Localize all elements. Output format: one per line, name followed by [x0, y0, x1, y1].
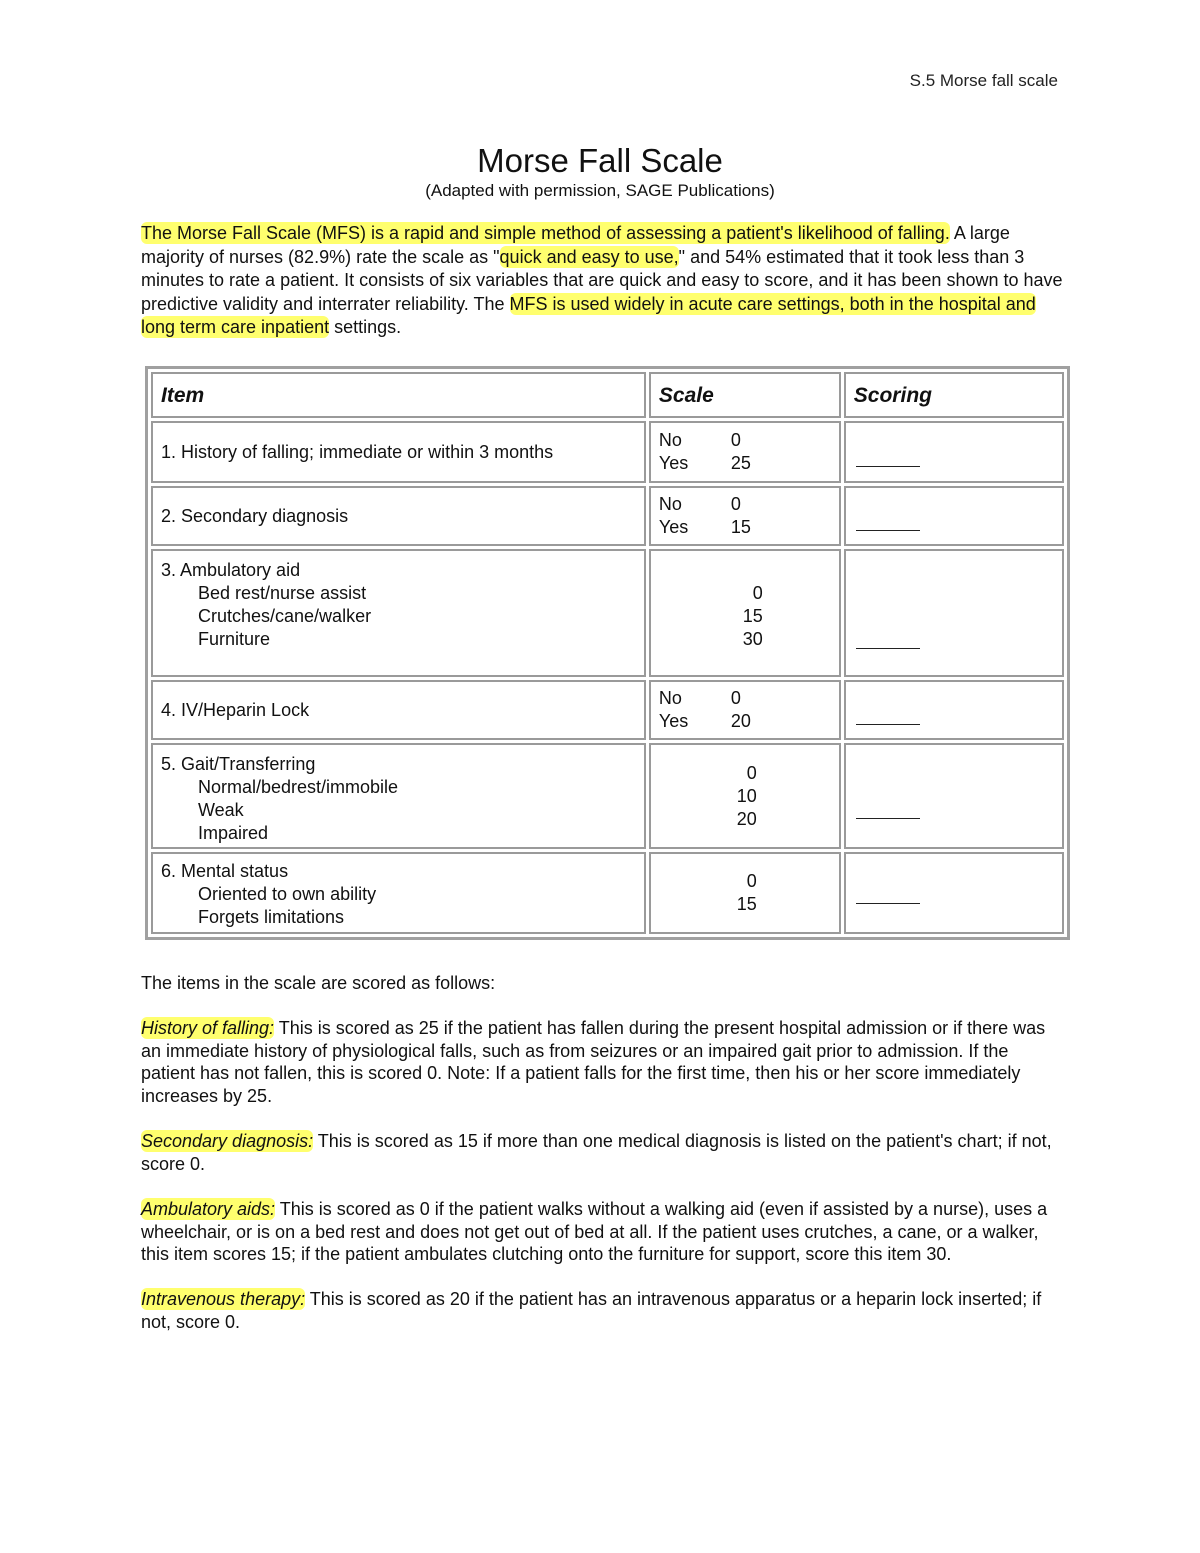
- scale-cell: [649, 486, 841, 546]
- secondary-term: Secondary diagnosis:: [141, 1131, 314, 1152]
- page-subtitle: (Adapted with permission, SAGE Publications): [425, 181, 775, 200]
- scale-label-no: No: [658, 430, 682, 450]
- score-blank: [856, 903, 920, 904]
- morse-scale-table: [145, 366, 1070, 940]
- header-item: Item: [151, 372, 646, 418]
- item-option: Forgets limitations: [198, 907, 345, 927]
- item-option: Crutches/cane/walker: [198, 606, 372, 626]
- item-cell: [151, 852, 646, 934]
- scale-value: 0: [746, 762, 757, 783]
- scale-cell: [649, 549, 841, 677]
- scale-label-yes: Yes: [658, 453, 689, 473]
- history-term: History of falling:: [141, 1018, 275, 1039]
- scale-value-no: 0: [730, 688, 741, 708]
- table-row: [151, 486, 1064, 546]
- scale-value: 15: [736, 894, 757, 914]
- intro-text-1: A large majority of nurses (82.9%) rate the scale as ": [141, 223, 1010, 267]
- history-text: This is scored as 25 if the patient has fallen during the present hospital admission or if there was an immediate history of physiological falls, such as from seizures or an impaired gait prior to admission. If the patient has not fallen, this is scored 0. Note: If a patient falls for the first time, then his or her score immediately increases by 25.: [141, 1018, 1046, 1106]
- scale-value-yes: 20: [730, 711, 751, 731]
- scoring-cell: [844, 549, 1064, 677]
- scale-value: 0: [746, 871, 757, 891]
- iv-text: This is scored as 20 if the patient has an intravenous apparatus or a heparin lock inserted; if not, score 0.: [141, 1289, 1042, 1332]
- item-option: Normal/bedrest/immobile: [198, 777, 399, 797]
- item-option: Furniture: [198, 629, 271, 649]
- score-blank: [856, 818, 920, 819]
- scale-cell: [649, 743, 841, 849]
- history-paragraph: [141, 1017, 1061, 1107]
- header-scale: Scale: [649, 372, 841, 418]
- table-row: [151, 680, 1064, 740]
- scoring-cell: [844, 680, 1064, 740]
- ambulatory-text: This is scored as 0 if the patient walks without a walking aid (even if assisted by a nurse), uses a wheelchair, or is on a bed rest and does not get out of bed at all. If the patient uses crutches, a cane, or a walker, this item scores 15; if the patient ambulates clutching onto the furniture for support, score this item 30.: [141, 1198, 1048, 1265]
- scale-label-no: No: [658, 688, 682, 708]
- item-cell: [151, 743, 646, 849]
- scale-value: 0: [752, 583, 763, 603]
- scale-value-no: 0: [730, 494, 741, 514]
- scoring-lead: The items in the scale are scored as follows:: [141, 973, 496, 993]
- scale-cell: [649, 680, 841, 740]
- scoring-cell: [844, 743, 1064, 849]
- item-cell: 2. Secondary diagnosis: [151, 486, 646, 546]
- intro-text-3: settings.: [329, 317, 402, 337]
- item-option: Bed rest/nurse assist: [198, 583, 367, 603]
- scale-value-yes: 25: [730, 453, 751, 473]
- iv-term: Intravenous therapy:: [141, 1289, 306, 1310]
- score-blank: [856, 648, 920, 649]
- secondary-paragraph: [141, 1130, 1061, 1175]
- scale-label-no: No: [658, 494, 682, 514]
- item-title: 3. Ambulatory aid: [161, 560, 301, 580]
- item-option: Impaired: [198, 823, 269, 843]
- item-option: Weak: [198, 800, 244, 820]
- scoring-explanation: [141, 972, 1061, 1356]
- item-title: 5. Gait/Transferring: [161, 754, 316, 774]
- running-header: S.5 Morse fall scale: [909, 71, 1058, 90]
- scale-value: 20: [736, 808, 757, 829]
- secondary-text: This is scored as 15 if more than one medical diagnosis is listed on the patient's chart; if not, score 0.: [141, 1131, 1052, 1174]
- score-blank: [856, 466, 920, 467]
- scale-cell: [649, 852, 841, 934]
- table-row: [151, 549, 1064, 677]
- intro-highlight-1: The Morse Fall Scale (MFS) is a rapid and simple method of assessing a patient's likelihood of falling.: [141, 223, 950, 243]
- ambulatory-term: Ambulatory aids:: [141, 1198, 276, 1219]
- item-cell: 1. History of falling; immediate or within 3 months: [151, 421, 646, 483]
- scale-value: 30: [742, 629, 763, 649]
- intro-paragraph: [141, 222, 1071, 340]
- header-scoring: Scoring: [844, 372, 1064, 418]
- score-blank: [856, 724, 920, 725]
- intro-highlight-2: quick and easy to use,: [499, 246, 679, 267]
- table-row: [151, 743, 1064, 849]
- scoring-cell: [844, 421, 1064, 483]
- scale-value-yes: 15: [730, 517, 751, 537]
- item-option: Oriented to own ability: [198, 884, 377, 904]
- item-cell: [151, 549, 646, 677]
- scale-cell: [649, 421, 841, 483]
- scale-label-yes: Yes: [658, 517, 689, 537]
- page-title: Morse Fall Scale: [477, 142, 723, 179]
- scale-value: 10: [736, 785, 757, 806]
- table-row: [151, 421, 1064, 483]
- table-row: [151, 852, 1064, 934]
- iv-paragraph: [141, 1288, 1061, 1333]
- item-cell: 4. IV/Heparin Lock: [151, 680, 646, 740]
- scale-value-no: 0: [730, 430, 741, 450]
- scale-label-yes: Yes: [658, 711, 689, 731]
- item-title: 6. Mental status: [161, 861, 289, 881]
- intro-highlight-3: MFS is used widely in acute care settings, both in the hospital and long term care inpatient: [141, 293, 1036, 337]
- ambulatory-paragraph: [141, 1198, 1061, 1266]
- scoring-cell: [844, 852, 1064, 934]
- table-header-row: [151, 372, 1064, 418]
- intro-text-2: " and 54% estimated that it took less than 3 minutes to rate a patient. It consists of six variables that are quick and easy to score, and it has been shown to have predictive validity and interrater reliability. The: [141, 246, 1063, 314]
- scale-value: 15: [742, 606, 763, 626]
- score-blank: [856, 530, 920, 531]
- scoring-cell: [844, 486, 1064, 546]
